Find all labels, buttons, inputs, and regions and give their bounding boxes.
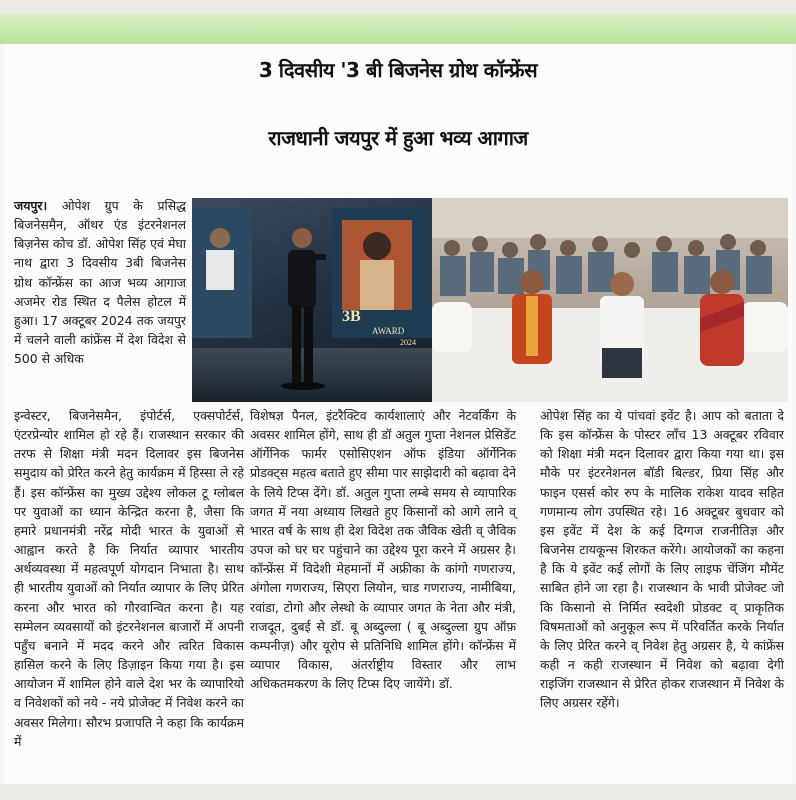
article-text-col1-top: ओपेश ग्रुप के प्रसिद्ध बिजनेसमैन, ऑथर एंड इंटरनेशनल बिज़नेस कोच डॉ. ओपेश सिंह एवं मेघा नाथ द्वारा 3 दिवसीय 3बी बिजनेस ग्रोथ कॉन्फ्रेंस का आज भव्य आगाज अजमेर रोड स्थित द पैलेस होटल में हुआ। 17 अक्टूबर 2024 तक जयपुर में चलने वाली कांफ्रेंस में देश विदेश से 500 से अधिक — [14, 198, 186, 367]
article-text-col3: ओपेश सिंह का ये पांचवां इवेंट है। आप को बताता दे कि इस कॉन्फ्रेंस के पोस्टर लॉंच 13 अक्टूबर रविवार को शिक्षा मंत्री मदन दिलावर द्वारा किया गया था। इस मौके पर इंटरनेशनल बॉडी बिल्डर, प्रिया सिंह और फाइन एसर्स कोर रुप के मालिक राकेश यादव सहित गणमान्य लोग उपस्थित रहे। 16 अक्टूबर बुधवार को इस इवेंट में देश के कई दिग्गज राजनीतिज्ञ और बिजनेस टायकून्स शिरकत करेंगे। आयोजकों का कहना है कि ये इवेंट कई लोगों के लिए लाइफ चेंजिंग मौमेंट साबित होने जा रहा है। राजस्थान के भावी प्रोजेक्ट जो कि किसानो से निर्मित स्वदेशी प्रोडक्ट व् प्राकृतिक विषमताओं को अनुकूल रूप में परिवर्तित करके निर्यात के लिए प्रेरित करने व् निवेश हेतु अग्रसर है, ये कांफ्रेंस कही न कही राजस्थान में निवेश को बढ़ावा देगी राइजिंग राजस्थान से प्रेरित होकर राजस्थान में निवेश के लिए अग्रसर रहेंगे। — [540, 408, 784, 711]
speaker-stage-illustration — [192, 198, 432, 402]
speaker-stage-photo — [192, 198, 432, 402]
article-column-2 — [250, 406, 516, 693]
award-banner-year: 2024 — [400, 338, 416, 347]
article-text-col1-bottom: इन्वेस्टर, बिजनेसमैन, इंपोर्टर्स, एक्सपोर्टर्स, एंटरप्रेन्योर शामिल हो रहे हैं। राजस्थान सरकार की तरफ से शिक्षा मंत्री मदन दिलावर इस बिजनेस समुदाय को प्रेरित करने हेतु कार्यक्रम में हिस्सा ले रहे हैं। इस कॉन्फ्रेंस का मुख्य उद्देश्य लोकल टू ग्लोबल पर युवाओं का ध्यान केन्द्रित करना है, जैसा कि हमारे प्रधानमंत्री नरेंद्र मोदी भारत के युवाओं से आह्वान करते है कि निर्यात व्यापार भारतीय अर्थव्यवस्था में महत्वपूर्ण योगदान निभाता है। साथ ही भारतीय युवाओं को निर्यात व्यापार के लिए प्रेरित करना और भारत को गौरवान्वित करना है। यह सम्मेलन व्यवसायों को इंटरनेशनल बाजारों में अपनी पहुँच बनाने में मदद करने और त्वरित विकास हासिल करने के लिए डिज़ाइन किया गया है। इस आयोजन में शामिल होने वाले देश भर के व्यापारियो व निवेशकों को नये - नये प्रोजेक्ट में निवेश करने का अवसर मिलेगा। सौरभ प्रजापति ने कहा कि कार्यक्रम में — [14, 408, 244, 749]
top-frame — [0, 0, 796, 14]
article-column-1-top — [14, 196, 186, 368]
audience-illustration — [432, 198, 788, 402]
top-green-bar — [0, 14, 796, 44]
headline-line-1: 3 दिवसीय '3 बी बिजनेस ग्रोथ कॉन्फ्रेंस — [258, 58, 538, 82]
article-column-3 — [540, 406, 784, 713]
audience-photo — [432, 198, 788, 402]
headline-line-2: राजधानी जयपुर में हुआ भव्य आगाज — [268, 126, 528, 150]
award-banner-3b: 3B — [342, 308, 361, 325]
article-text-col2: विशेषज्ञ पैनल, इंटरैक्टिव कार्यशालाएं और नेटवर्किंग के अवसर शामिल होंगे, साथ ही डॉ अतुल गुप्ता नेशनल प्रेसिडेंट ऑर्गेनिक फार्मर एसोसिएशन ऑफ इंडिया ऑर्गेनिक प्रोडक्ट्स महत्व बताते हुए सीमा पार साझेदारी को बढ़ावा देने के लिये टिप्स देंगे। डॉ. अतुल गुप्ता लम्बे समय से व्यापारिक जगत में नया अध्याय लिखते हुए किसानों को आगे लाने व् भारत वर्ष के साथ ही देश विदेश तक जैविक खेती व् जैविक उपज को घर घर पहुंचाने का उद्देश्य पूरा करने में अग्रसर है। कॉन्फ्रेंस में विदेशी मेहमानों में अफ्रीका के कांगो गणराज्य, अंगोला गणराज्य, सिएरा लियोन, चाड गणराज्य, नामीबिया, रवांडा, टोगो और लेस्थो के व्यापार जगत के नेता और मंत्री, राजदूत, दुबई से डॉ. बू अब्दुल्ला ( बू अब्दुल्ला ग्रुप ऑफ़ कम्पनीज़) और यूरोप से प्रतिनिधि शामिल होंगे। कॉन्फ्रेंस में व्यापार विकास, अंतर्राष्ट्रीय विस्तार और लाभ अधिकतमकरण के लिए टिप्स दिए जायेंगे। डॉ. — [250, 408, 516, 692]
article-column-1-bottom — [14, 406, 244, 751]
bottom-frame — [0, 784, 796, 800]
award-banner-award: AWARD — [372, 326, 405, 336]
dateline: जयपुर। — [14, 198, 48, 213]
